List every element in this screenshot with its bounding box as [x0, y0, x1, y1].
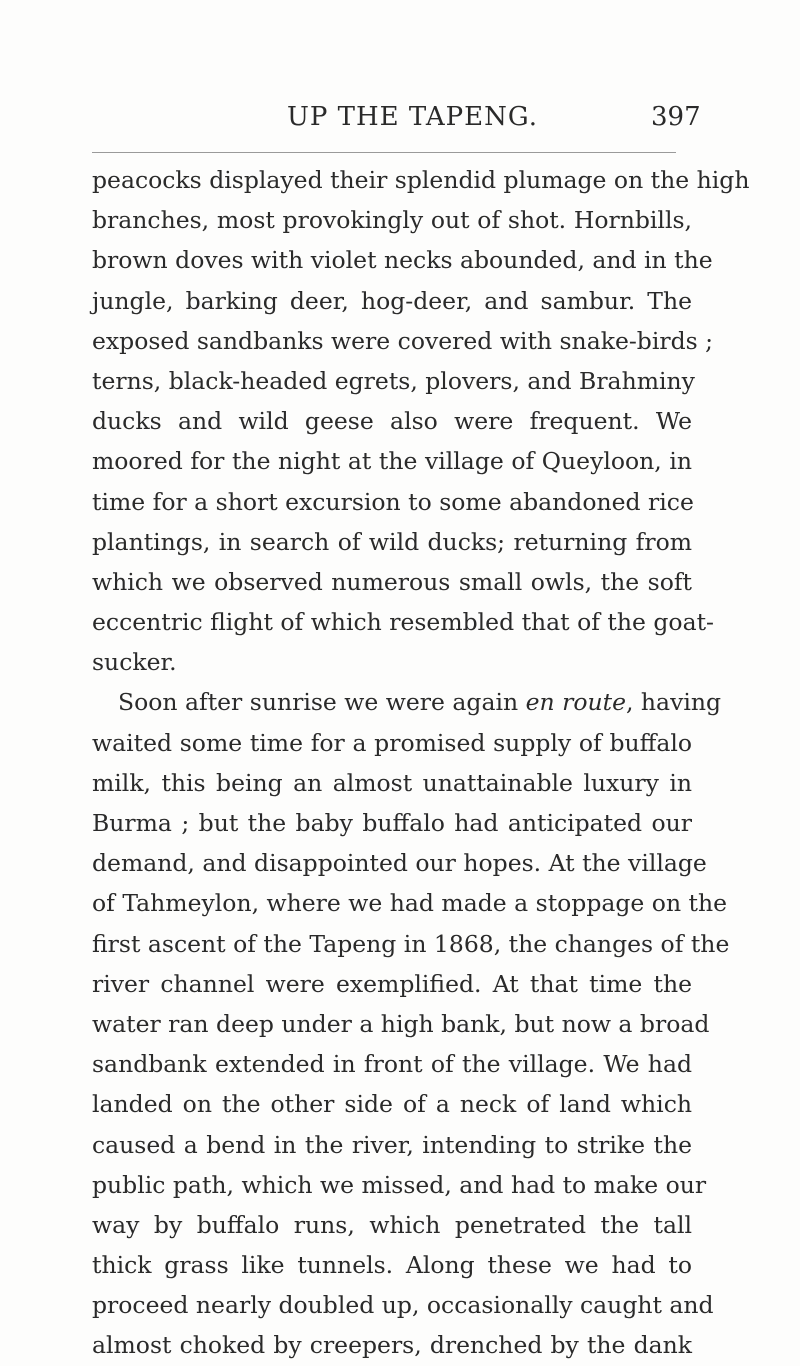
text-line: first ascent of the Tapeng in 1868, the changes of the [92, 929, 730, 958]
paragraph-1 [92, 160, 750, 682]
text-line: moored for the night at the village of Queyloon, in [92, 447, 692, 476]
text-run: , having [625, 688, 722, 717]
text-line: way by buffalo runs, which penetrated the tall [92, 1210, 692, 1239]
italic-phrase: en route [525, 688, 626, 717]
text-line: river channel were exemplified. At that time the [92, 969, 692, 998]
text-run: Soon after sunrise we were again [118, 688, 526, 717]
text-line: waited some time for a promised supply of buffalo [92, 728, 692, 757]
text-line: Burma ; but the baby buffalo had anticipated our [92, 809, 692, 837]
text-line: thick grass like tunnels. Along these we had to [92, 1251, 692, 1280]
text-line: brown doves with violet necks abounded, and in the [92, 246, 713, 275]
text-line: almost choked by creepers, drenched by the dank [92, 1331, 692, 1360]
text-line: caused a bend in the river, intending to strike the [92, 1130, 692, 1159]
text-line: sucker. [92, 648, 177, 677]
text-line: exposed sandbanks were covered with snake-birds ; [92, 326, 714, 355]
running-title: UP THE TAPENG. [287, 102, 538, 132]
text-line: public path, which we missed, and had to make our [92, 1170, 707, 1199]
body-text [92, 160, 750, 1366]
text-line: jungle, barking deer, hog-deer, and sambur. The [92, 286, 692, 315]
text-line: demand, and disappointed our hopes. At the village [92, 849, 707, 878]
text-line: ducks and wild geese also were frequent. We [92, 407, 692, 436]
text-line: peacocks displayed their splendid plumage on the high [92, 166, 750, 194]
text-line: water ran deep under a high bank, but now a broad [92, 1009, 710, 1038]
text-line: landed on the other side of a neck of land which [92, 1090, 692, 1119]
text-line: time for a short excursion to some abandoned rice [92, 487, 694, 516]
page-number: 397 [651, 102, 701, 132]
text-line: proceed nearly doubled up, occasionally caught and [92, 1291, 714, 1320]
running-header [0, 97, 800, 137]
text-line: branches, most provokingly out of shot. Hornbills, [92, 206, 692, 235]
text-line: sandbank extended in front of the village. We had [92, 1050, 692, 1079]
text-line: terns, black-headed egrets, plovers, and Brahminy [92, 366, 695, 395]
header-rule [92, 152, 676, 153]
text-line: of Tahmeylon, where we had made a stoppage on the [92, 889, 728, 918]
paragraph-2 [92, 682, 730, 1365]
text-line: milk, this being an almost unattainable luxury in [92, 768, 692, 797]
text-line: which we observed numerous small owls, the soft [92, 567, 692, 596]
text-line: eccentric flight of which resembled that of the goat- [92, 608, 714, 637]
text-line [92, 682, 722, 722]
text-line: plantings, in search of wild ducks; returning from [92, 527, 692, 556]
